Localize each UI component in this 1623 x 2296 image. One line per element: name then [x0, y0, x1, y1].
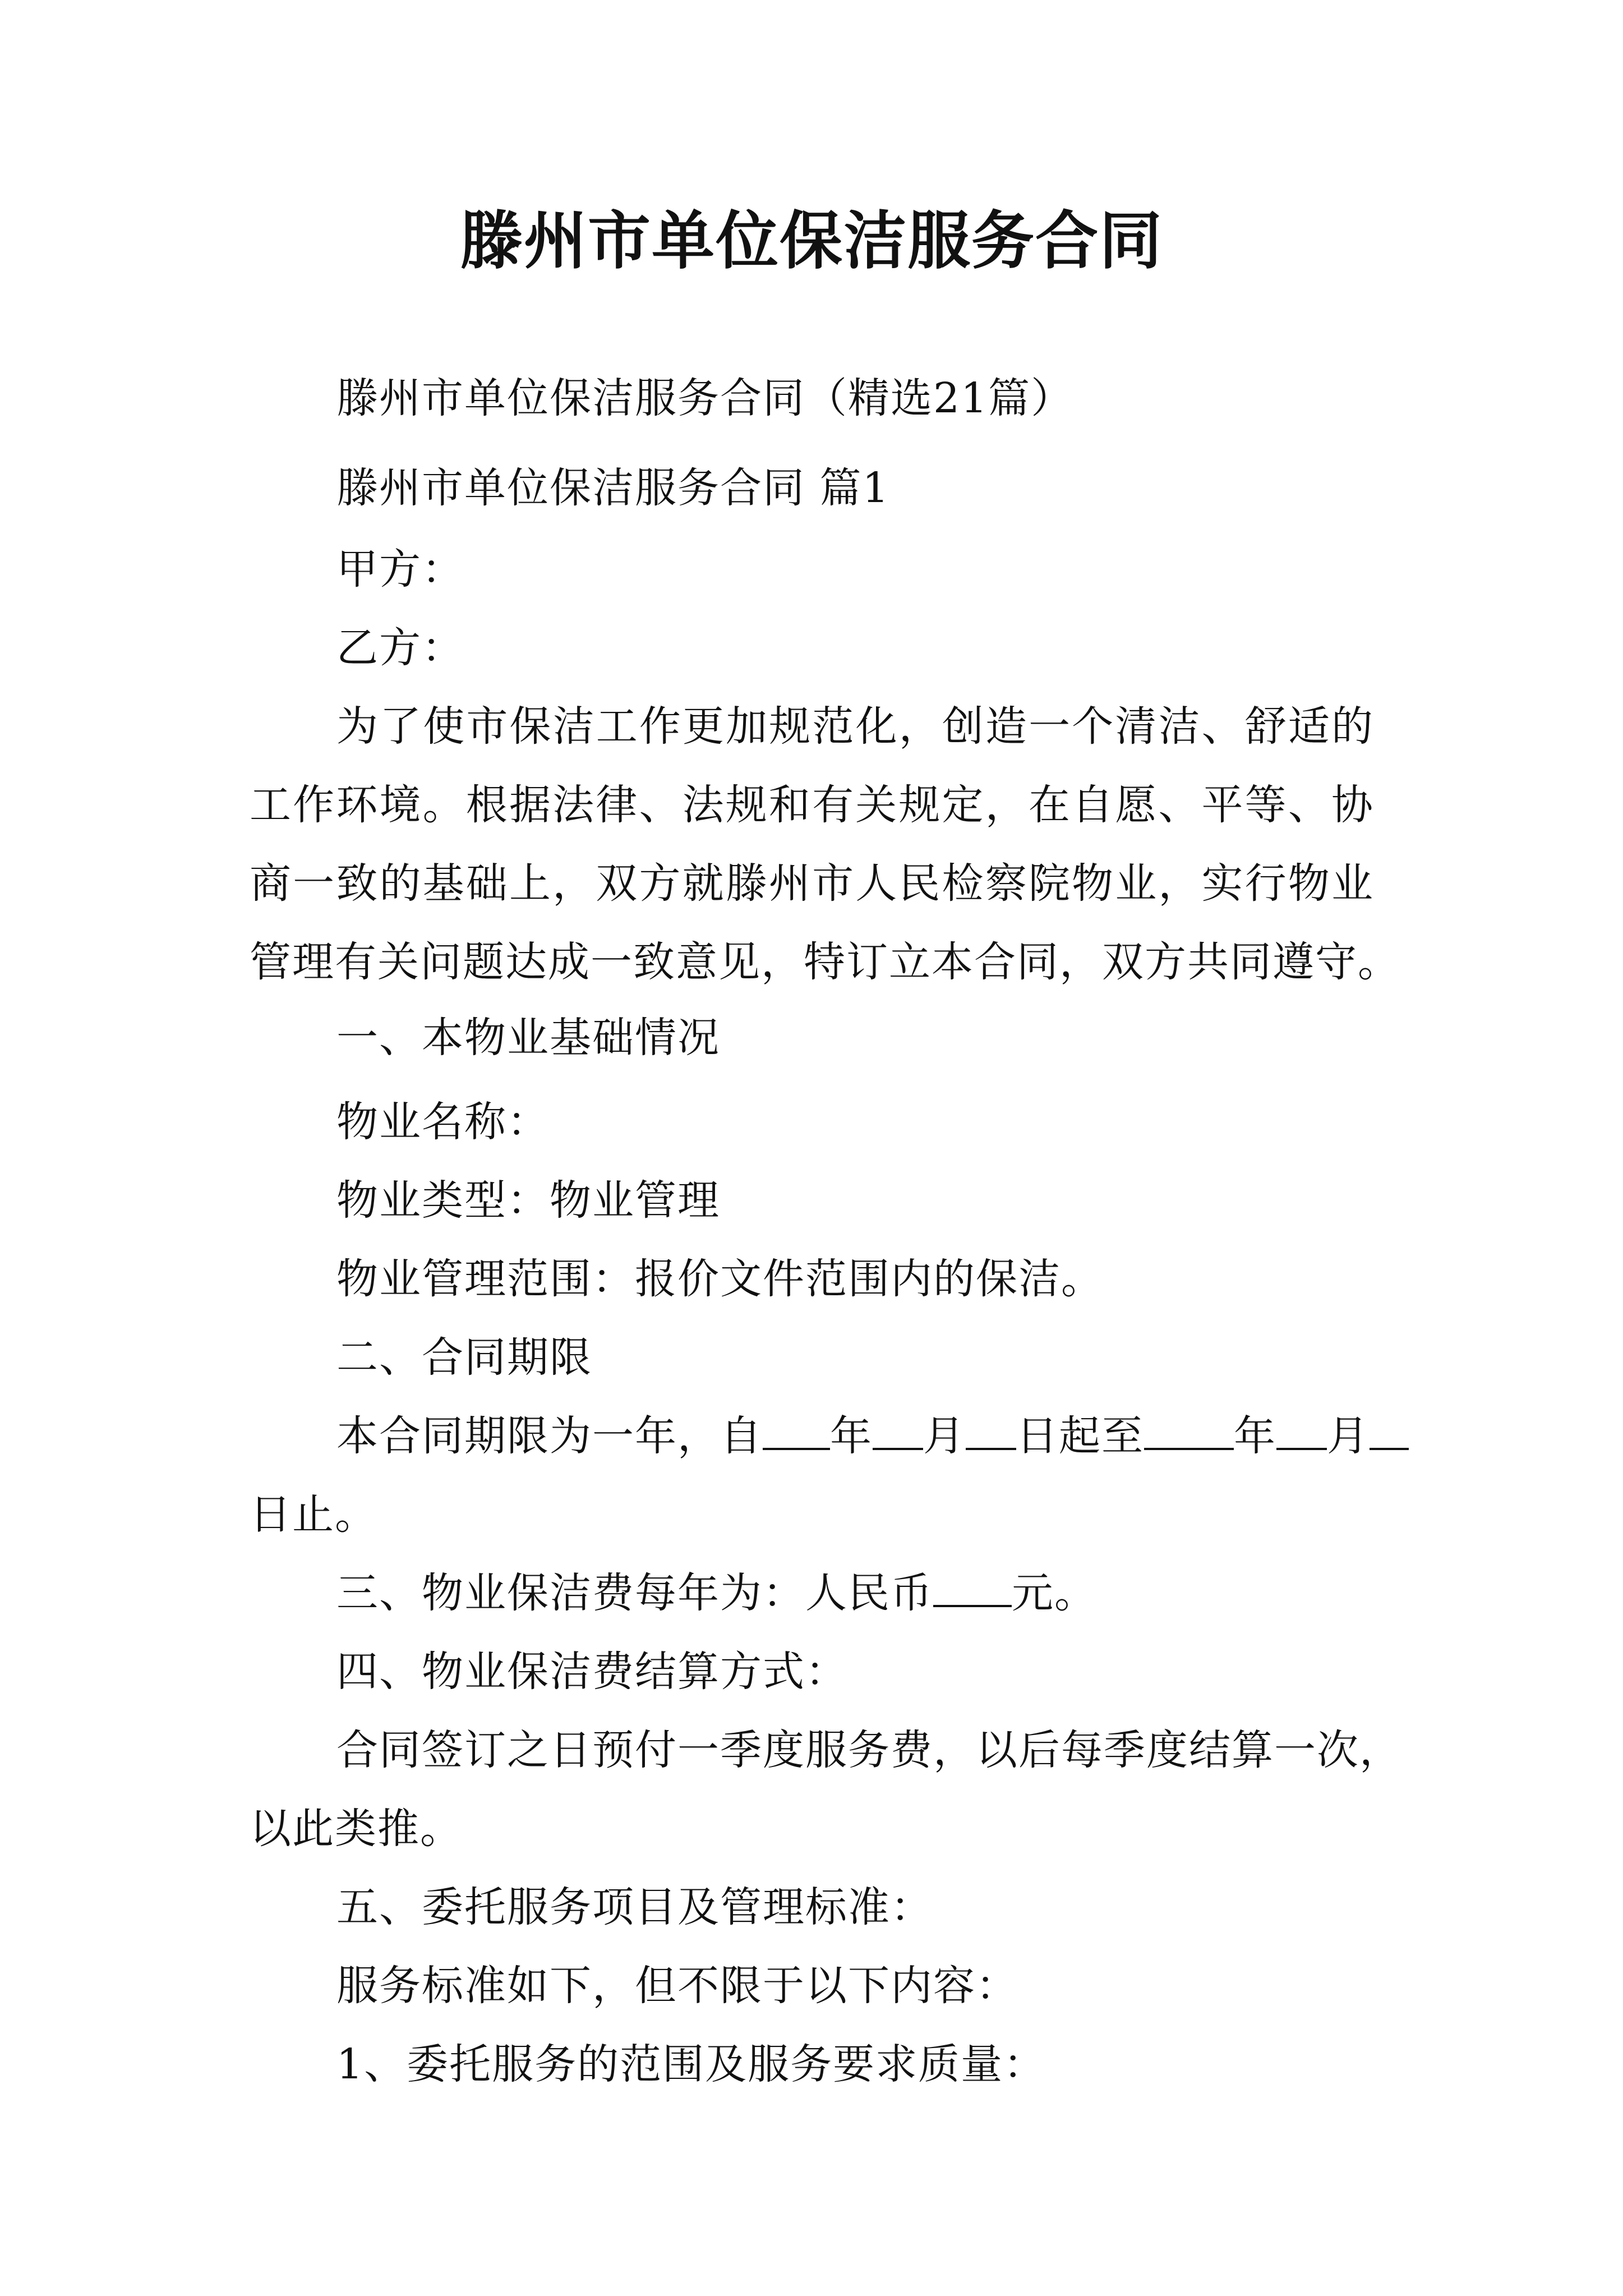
intro-line-3: 商一致的基础上，双方就滕州市人民检察院物业，实行物业	[250, 859, 1374, 908]
property-scope: 物业管理范围：报价文件范围内的保洁。	[336, 1255, 1104, 1303]
property-name: 物业名称：	[336, 1098, 550, 1146]
section-1-heading: 一、本物业基础情况	[336, 1014, 720, 1062]
blank-end-day	[1370, 1413, 1409, 1450]
intro-line-1: 为了使市保洁工作更加规范化，创造一个清洁、舒适的	[336, 702, 1374, 751]
term-from-label: 日起至	[1016, 1412, 1144, 1460]
section-5-heading: 五、委托服务项目及管理标准：	[336, 1883, 933, 1931]
property-type: 物业类型：物业管理	[336, 1176, 720, 1225]
section-4-heading: 四、物业保洁费结算方式：	[336, 1648, 848, 1696]
term-end-year-label: 年	[1234, 1412, 1276, 1460]
intro-line-4: 管理有关问题达成一致意见，特订立本合同，双方共同遵守。	[250, 938, 1400, 986]
party-a-label: 甲方：	[336, 545, 464, 593]
settlement-line-1: 合同签订之日预付一季度服务费，以后每季度结算一次，	[336, 1726, 1402, 1774]
contract-term-line	[336, 1408, 1409, 1464]
blank-end-year	[1144, 1413, 1234, 1450]
item-1-heading: 1、委托服务的范围及服务要求质量：	[336, 2040, 1046, 2088]
blank-start-day	[966, 1413, 1016, 1450]
term-text-start: 本合同期限为一年，自	[336, 1412, 763, 1460]
fee-line	[336, 1565, 1097, 1621]
blank-end-month	[1276, 1413, 1327, 1450]
term-month-label: 月	[923, 1412, 966, 1460]
term-end-month-label: 月	[1327, 1412, 1370, 1460]
term-year-label: 年	[830, 1412, 873, 1460]
intro-line-2: 工作环境。根据法律、法规和有关规定，在自愿、平等、协	[250, 781, 1374, 829]
fee-unit: 元。	[1012, 1569, 1097, 1617]
term-end-line: 日止。	[250, 1490, 377, 1539]
section-2-heading: 二、合同期限	[336, 1333, 592, 1382]
standard-note: 服务标准如下，但不限于以下内容：	[336, 1962, 1018, 2010]
party-b-label: 乙方：	[336, 624, 464, 672]
settlement-line-2: 以此类推。	[250, 1805, 463, 1853]
subtitle: 滕州市单位保洁服务合同（精选21篇）	[336, 374, 1074, 422]
blank-start-year	[763, 1413, 830, 1450]
fee-text: 三、物业保洁费每年为：人民币	[336, 1569, 933, 1617]
blank-fee-amount	[933, 1570, 1012, 1607]
document-title: 滕州市单位保洁服务合同	[460, 204, 1163, 278]
blank-start-month	[873, 1413, 923, 1450]
section-heading: 滕州市单位保洁服务合同 篇1	[336, 464, 890, 512]
